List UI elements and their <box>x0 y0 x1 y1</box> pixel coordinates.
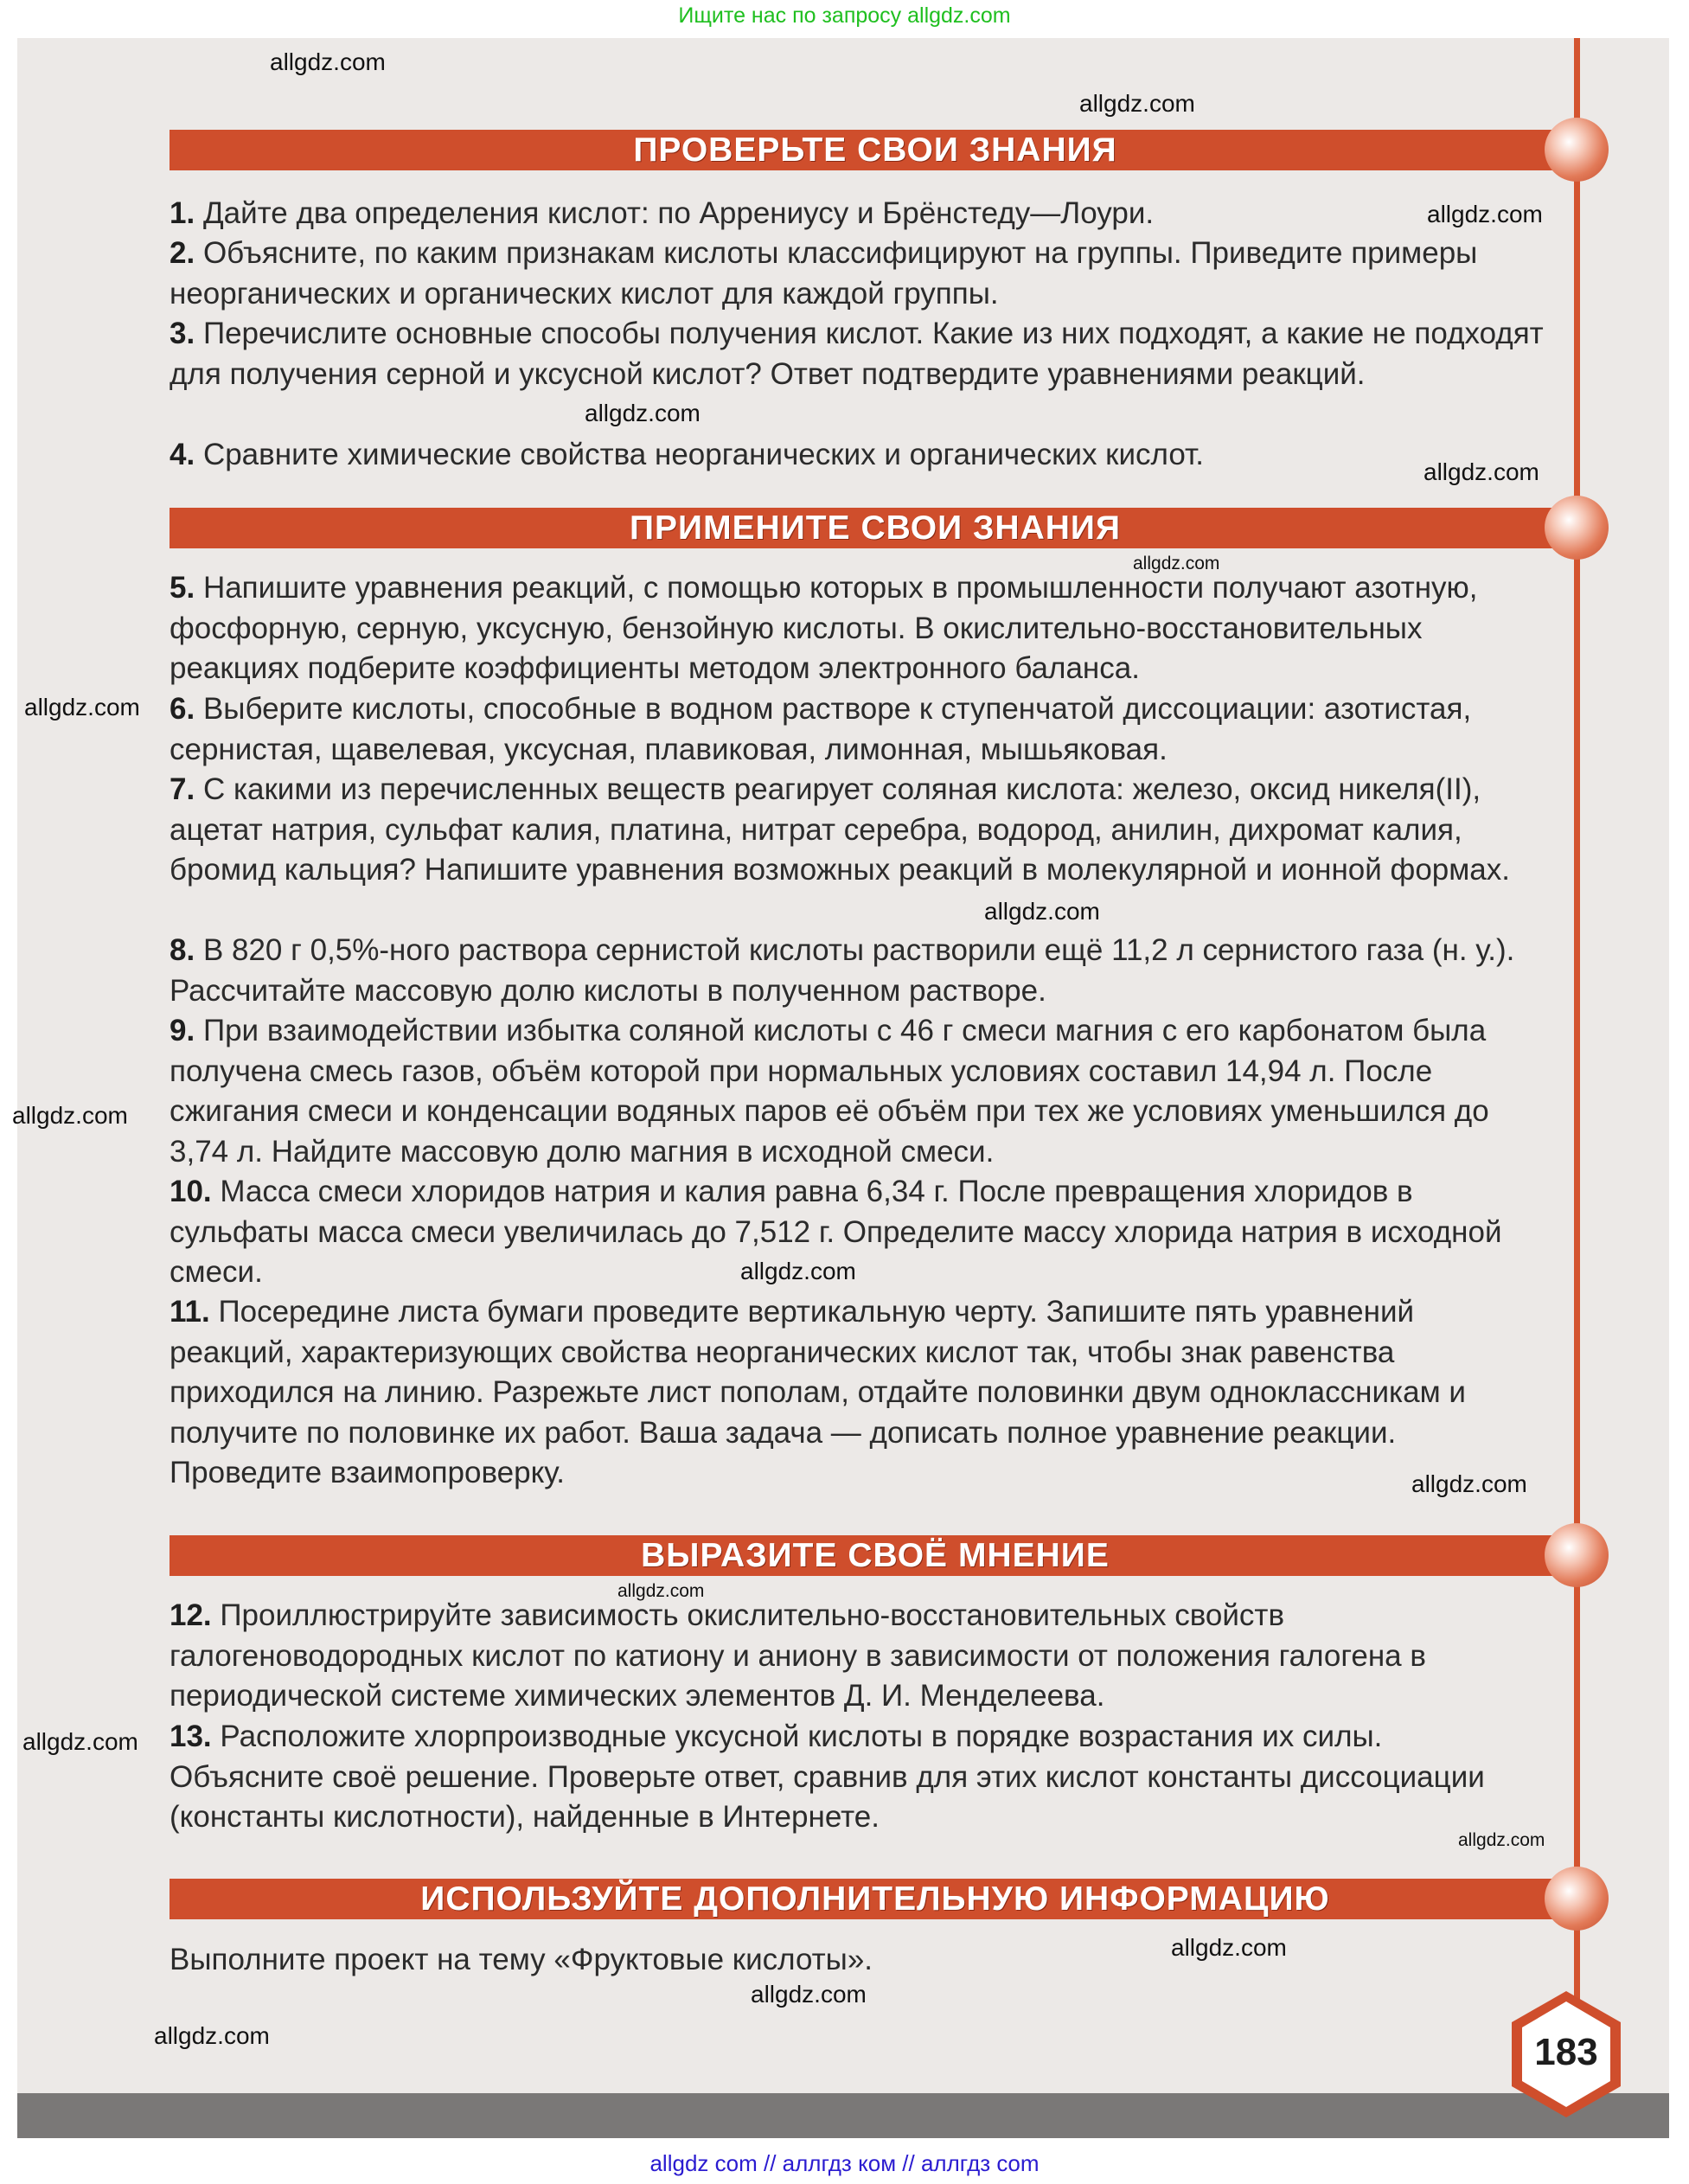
watermark: allgdz.com <box>1427 201 1543 227</box>
task-6: 6. Выберите кислоты, способные в водном растворе к ступенчатой диссоциации: азотистая, сернистая, щавелевая, уксусная, плавиковая, лимонная, мышьяковая. <box>170 692 1472 766</box>
task-10: 10. Масса смеси хлоридов натрия и калия равна 6,34 г. После превращения хлоридов в сульфаты масса смеси увеличилась до 7,512 г. Определите массу хлорида натрия в исходной смеси. <box>170 1175 1502 1289</box>
task-4: 4. Сравните химические свойства неорганических и органических кислот. <box>170 438 1204 471</box>
watermark: allgdz.com <box>751 1981 867 2008</box>
watermark: allgdz.com <box>154 2022 270 2049</box>
section-marker-ball <box>1545 1867 1609 1931</box>
page-bottom-band <box>17 2093 1669 2138</box>
task-13: 13. Расположите хлорпроизводные уксусной кислоты в порядке возрастания их силы. Объясните своё решение. Проверьте ответ, сравнив для этих кислот константы диссоциации (константы кислотности), найденные в Интернете. <box>170 1720 1485 1834</box>
task-2: 2. Объясните, по каким признакам кислоты классифицируют на группы. Приведите примеры неорганических и органических кислот для каждой группы. <box>170 236 1478 311</box>
task-12: 12. Проиллюстрируйте зависимость окислительно-восстановительных свойств галогеноводородных кислот по катиону и аниону в зависимости от положения галогена в периодической системе химических элементов Д. И. Менделеева. <box>170 1598 1426 1713</box>
section-header-extra: ИСПОЛЬЗУЙТЕ ДОПОЛНИТЕЛЬНУЮ ИНФОРМАЦИЮ <box>170 1879 1581 1919</box>
watermark: allgdz.com <box>1423 458 1539 485</box>
watermark: allgdz.com <box>1133 554 1220 573</box>
watermark: allgdz.com <box>585 400 701 426</box>
task-7: 7. С какими из перечисленных веществ реагирует соляная кислота: железо, оксид никеля(II), ацетат натрия, сульфат калия, платина, нитрат серебра, водород, анилин, дихромат калия, бромид кальция? Напишите уравнения возможных реакций в молекулярной и ионной формах. <box>170 772 1510 887</box>
section-marker-ball <box>1545 118 1609 182</box>
watermark: allgdz.com <box>22 1728 138 1755</box>
task-3: 3. Перечислите основные способы получения кислот. Какие из них подходят, а какие не подходят для получения серной и уксусной кислот? Ответ подтвердите уравнениями реакций. <box>170 317 1544 391</box>
watermark: allgdz.com <box>984 898 1100 925</box>
watermark: allgdz.com <box>1171 1934 1287 1961</box>
section-header-check: ПРОВЕРЬТЕ СВОИ ЗНАНИЯ <box>170 130 1581 170</box>
watermark: allgdz.com <box>1458 1830 1545 1850</box>
margin-line <box>1574 38 1580 2071</box>
watermark: allgdz.com <box>24 694 140 721</box>
watermark: allgdz.com <box>740 1258 856 1284</box>
page-number: 183 <box>1534 2031 1598 2073</box>
watermark: allgdz.com <box>12 1102 128 1129</box>
section-header-apply: ПРИМЕНИТЕ СВОИ ЗНАНИЯ <box>170 508 1581 548</box>
section-marker-ball <box>1545 496 1609 560</box>
footer-links[interactable]: allgdz com // аллгдз ком // аллгдз com <box>649 2150 1040 2176</box>
project-task: Выполните проект на тему «Фруктовые кислоты». <box>170 1943 873 1976</box>
watermark: allgdz.com <box>270 48 386 75</box>
section-marker-ball <box>1545 1523 1609 1587</box>
task-5: 5. Напишите уравнения реакций, с помощью которых в промышленности получают азотную, фосфорную, серную, уксусную, бензойную кислоты. В окислительно-восстановительных реакциях подберите коэффициенты методом электронного баланса. <box>170 571 1478 685</box>
section-header-opinion: ВЫРАЗИТЕ СВОЁ МНЕНИЕ <box>170 1535 1581 1576</box>
task-9: 9. При взаимодействии избытка соляной кислоты с 46 г смеси магния с его карбонатом была получена смесь газов, объём которой при нормальных условиях составил 14,94 л. После сжигания смеси и конденсации водяных паров её объём при тех же условиях уменьшился до 3,74 л. Найдите массовую долю магния в исходной смеси. <box>170 1014 1489 1169</box>
task-8: 8. В 820 г 0,5%-ного раствора сернистой кислоты растворили ещё 11,2 л сернистого газа (н. у.). Рассчитайте массовую долю кислоты в полученном растворе. <box>170 933 1515 1008</box>
watermark: allgdz.com <box>1079 90 1195 117</box>
page-number-badge <box>1508 1989 1624 2119</box>
watermark: allgdz.com <box>617 1581 705 1601</box>
task-11: 11. Посередине листа бумаги проведите вертикальную черту. Запишите пять уравнений реакций, характеризующих свойства неорганических кислот так, чтобы знак равенства приходился на линию. Разрежьте лист пополам, отдайте половинки двум одноклассникам и получите по половинке их работ. Ваша задача — дописать полное уравнение реакции. Проведите взаимопроверку. <box>170 1295 1466 1489</box>
task-1: 1. Дайте два определения кислот: по Аррениусу и Брёнстеду—Лоури. <box>170 196 1155 230</box>
top-banner[interactable]: Ищите нас по запросу allgdz.com <box>678 3 1011 28</box>
watermark: allgdz.com <box>1411 1470 1527 1497</box>
